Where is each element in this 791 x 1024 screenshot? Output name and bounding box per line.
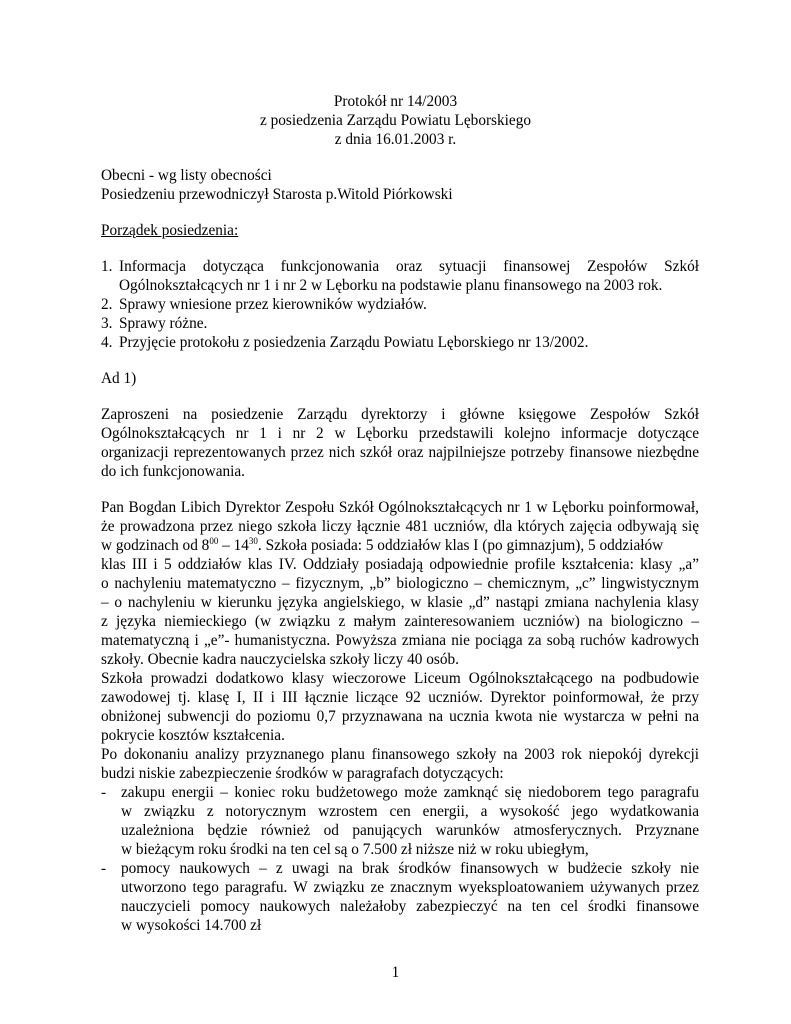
paragraph-line: organizacji reprezentowanych przez nich szkół oraz najpilniejsze potrzeby finansowe niezbędne <box>101 444 699 461</box>
paragraph-line-hours <box>101 536 699 555</box>
bullet-dash: - <box>101 860 107 877</box>
paragraph-line: do ich funkcjonowania. <box>101 463 246 480</box>
paragraph-line: o nachyleniu matematyczno – fizycznym, „b” biologiczno – chemicznym, „c” lingwistycznym <box>101 575 699 592</box>
hours-superscript: 30 <box>248 536 258 546</box>
hours-text: w godzinach od 8 <box>101 537 210 554</box>
bullet-line: uzależniona będzie również od panujących warunków atmosferycznych. Przyznane <box>121 822 699 839</box>
paragraph-line: Zaproszeni na posiedzenie Zarządu dyrektorzy i główne księgowe Zespołów Szkół <box>101 406 699 423</box>
paragraph-line: matematyczną i „e”- humanistyczna. Powyższa zmiana nie pociąga za sobą ruchów kadrowych <box>101 632 699 649</box>
paragraph-line: Szkoła prowadzi dodatkowo klasy wieczorowe Liceum Ogólnokształcącego na podbudowie <box>101 670 699 687</box>
paragraph-line: klas III i 5 oddziałów klas IV. Oddziały posiadają odpowiednie profile kształcenia: klasy „a” <box>101 556 699 573</box>
agenda-item-number: 2. <box>101 296 113 313</box>
agenda-item-number: 1. <box>101 258 113 275</box>
hours-superscript: 00 <box>209 536 219 546</box>
document-subtitle: z posiedzenia Zarządu Powiatu Lęborskiego <box>260 112 531 129</box>
bullet-line: w wysokości 14.700 zł <box>121 917 262 934</box>
agenda-heading: Porządek posiedzenia: <box>101 222 239 239</box>
agenda-item-text: Przyjęcie protokołu z posiedzenia Zarządu Powiatu Lęborskiego nr 13/2002. <box>119 334 589 351</box>
paragraph-line: że prowadzona przez niego szkoła liczy łącznie 481 uczniów, dla których zajęcia odbywają się <box>101 518 699 535</box>
paragraph-line: – o nachyleniu w kierunku języka angielskiego, w klasie „d” nastąpi zmiana nachylenia klasy <box>101 594 699 611</box>
agenda-item-text: Ogólnokształcących nr 1 i nr 2 w Lęborku na podstawie planu finansowego na 2003 rok. <box>119 277 663 294</box>
paragraph-line: Po dokonaniu analizy przyznanego planu finansowego szkoły na 2003 rok niepokój dyrekcji <box>101 746 699 763</box>
paragraph-line: budzi niskie zabezpieczenie środków w paragrafach dotyczących: <box>101 765 504 782</box>
page-number: 1 <box>391 964 400 981</box>
paragraph-line: szkoły. Obecnie kadra nauczycielska szkoły liczy 40 osób. <box>101 651 459 668</box>
bullet-dash: - <box>101 784 107 801</box>
attendance-line: Obecni - wg listy obecności <box>101 167 272 184</box>
hours-text: . Szkoła posiada: 5 oddziałów klas I (po gimnazjum), 5 oddziałów <box>257 537 664 554</box>
agenda-item-text: Informacja dotycząca funkcjonowania oraz sytuacji finansowej Zespołów Szkół <box>119 258 699 275</box>
agenda-item-text: Sprawy różne. <box>119 315 208 332</box>
bullet-line: utworzono tego paragrafu. W związku ze znacznym wyeksploatowaniem używanych przez <box>121 879 699 896</box>
section-heading: Ad 1) <box>101 370 137 387</box>
document-date: z dnia 16.01.2003 r. <box>334 131 457 148</box>
chair-line: Posiedzeniu przewodniczył Starosta p.Witold Piórkowski <box>101 186 453 203</box>
paragraph-line: z języka niemieckiego (w związku z małym zainteresowaniem uczniów) na biologiczno – <box>101 613 699 630</box>
bullet-line: zakupu energii – koniec roku budżetowego może zamknąć się niedoborem tego paragrafu <box>121 784 699 801</box>
bullet-line: w bieżącym roku środki na ten cel są o 7.500 zł niższe niż w roku ubiegłym, <box>121 841 589 858</box>
bullet-line: nauczycieli pomocy naukowych należałoby zabezpieczyć na ten cel środki finansowe <box>121 898 699 915</box>
agenda-item-number: 3. <box>101 315 113 332</box>
agenda-item-number: 4. <box>101 334 113 351</box>
paragraph-line: obniżonej subwencji do poziomu 0,7 przyznawana na ucznia kwota nie wystarcza w pełni na <box>101 708 699 725</box>
document-title: Protokół nr 14/2003 <box>333 93 458 110</box>
bullet-line: pomocy naukowych – z uwagi na brak środków finansowych w budżecie szkoły nie <box>121 860 699 877</box>
paragraph-line: Ogólnokształcących nr 1 i nr 2 w Lęborku przedstawili kolejno informacje dotyczące <box>101 425 699 442</box>
hours-text: – 14 <box>218 537 249 554</box>
paragraph-line: Pan Bogdan Libich Dyrektor Zespołu Szkół Ogólnokształcących nr 1 w Lęborku poinformował, <box>101 499 699 516</box>
paragraph-line: zawodowej tj. klasę I, II i III łącznie liczące 92 uczniów. Dyrektor poinformował, że przy <box>101 689 699 706</box>
agenda-item-text: Sprawy wniesione przez kierowników wydziałów. <box>119 296 427 313</box>
paragraph-line: pokrycie kosztów kształcenia. <box>101 727 285 744</box>
bullet-line: w związku z notorycznym wzrostem cen energii, a wysokość jego wydatkowania <box>121 803 699 820</box>
